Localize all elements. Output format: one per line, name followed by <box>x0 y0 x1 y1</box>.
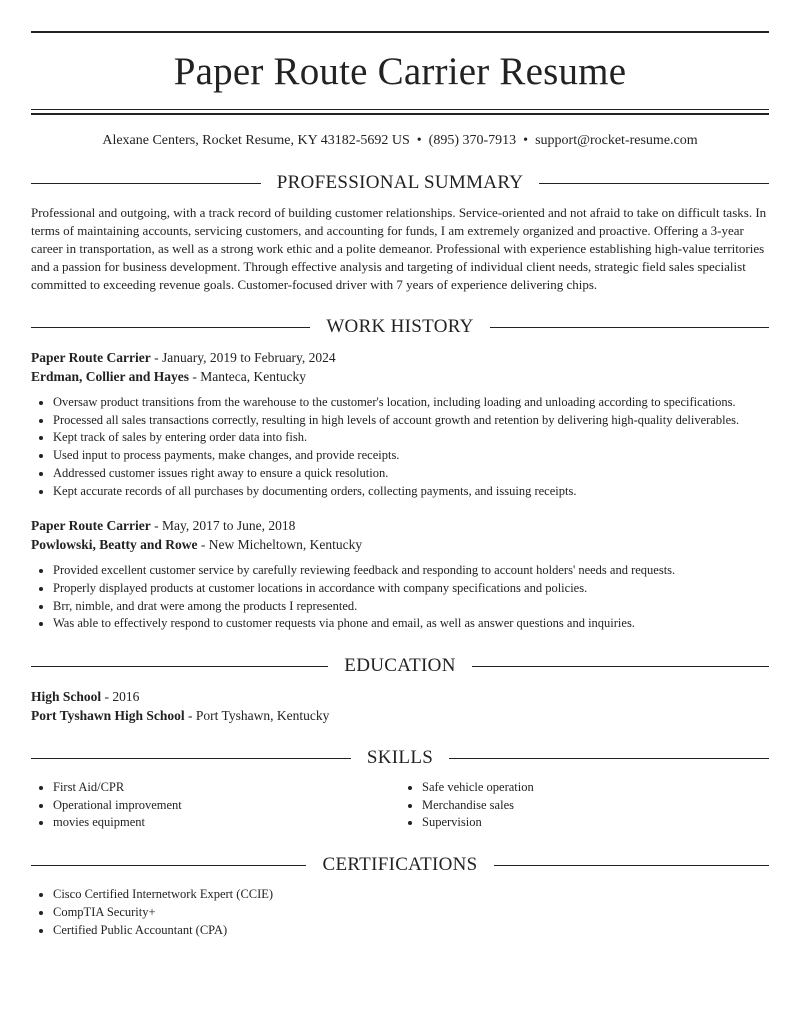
job-title-line <box>31 348 769 367</box>
list-item: • Properly displayed products at customer locations in accordance with company specifications and policies. <box>53 580 769 598</box>
education-location: - Port Tyshawn, Kentucky <box>184 708 330 724</box>
job-location: - New Micheltown, Kentucky <box>197 537 363 553</box>
section-rule <box>449 758 769 759</box>
section-rule <box>31 666 328 667</box>
section-rule <box>494 865 769 866</box>
job-dates: - May, 2017 to June, 2018 <box>150 518 296 534</box>
section-header-summary <box>31 172 769 194</box>
section-title: PROFESSIONAL SUMMARY <box>276 172 524 193</box>
list-item: • Merchandise sales <box>422 797 769 815</box>
job-location: - Manteca, Kentucky <box>189 369 306 384</box>
top-rule <box>31 31 769 33</box>
section-header-work <box>31 316 769 338</box>
job-bullets <box>31 562 769 633</box>
contact-email: support@rocket-resume.com <box>535 133 698 148</box>
list-item: • Brr, nimble, and drat were among the products I represented. <box>53 598 769 616</box>
education-degree-line <box>31 687 769 706</box>
job-entry <box>31 516 769 633</box>
list-item: • Addressed customer issues right away to ensure a quick resolution. <box>53 465 769 483</box>
education-entry <box>31 687 769 725</box>
contact-address: Alexane Centers, Rocket Resume, KY 43182-5692 US <box>102 133 410 148</box>
skills-left-column <box>31 779 400 832</box>
certifications-list <box>31 886 769 939</box>
skills-columns <box>31 779 769 832</box>
job-title-line <box>31 516 769 535</box>
job-company: Erdman, Collier and Hayes <box>31 369 190 384</box>
contact-phone: (895) 370-7913 <box>428 133 517 148</box>
list-item: • Processed all sales transactions correctly, resulting in high levels of account growth and retention by delivering high-quality deliverables. <box>53 412 769 430</box>
contact-line <box>31 132 769 150</box>
section-rule <box>539 183 769 184</box>
list-item: • Supervision <box>422 814 769 832</box>
list-item: • Used input to process payments, make changes, and provide receipts. <box>53 447 769 465</box>
job-entry <box>31 348 769 500</box>
section-title: CERTIFICATIONS <box>322 854 478 876</box>
education-degree: High School <box>31 689 102 705</box>
section-rule <box>490 327 769 328</box>
section-title: WORK HISTORY <box>326 316 474 337</box>
job-dates: - January, 2019 to February, 2024 <box>150 350 336 365</box>
list-item: • First Aid/CPR <box>53 779 400 797</box>
resume-page <box>31 0 769 939</box>
section-title: SKILLS <box>366 747 434 769</box>
list-item: • Operational improvement <box>53 797 400 815</box>
education-school: Port Tyshawn High School <box>31 708 185 724</box>
skills-right-column <box>400 779 769 832</box>
list-item: • Was able to effectively respond to customer requests via phone and email, as well as answer questions and inquiries. <box>53 615 769 633</box>
section-rule <box>31 183 261 184</box>
summary-text: Professional and outgoing, with a track record of building customer relationships. Service-oriented and not afraid to take on difficult tasks. In terms of maintaining accounts, servicing customers, and accounting for funds, I am extremely organized and proactive. Offering a 3-year career in transportation, as well as a strong work ethic and a polite demeanor. Professional with experience establishing high-value territories and a passion for business development. Through effective analysis and targeting of individual client needs, strategic field sales specialist committed to exceeding revenue goals. Customer-focused driver with 7 years of experience delivering chips. <box>31 205 767 292</box>
list-item: • Cisco Certified Internetwork Expert (CCIE) <box>53 886 769 904</box>
list-item: • movies equipment <box>53 814 400 832</box>
page-title: Paper Route Carrier Resume <box>173 50 627 93</box>
list-item: • Kept track of sales by entering order data into fish. <box>53 429 769 447</box>
title-double-rule <box>31 109 769 115</box>
job-company-line <box>31 367 769 386</box>
education-school-line <box>31 706 769 725</box>
section-header-education <box>31 655 769 677</box>
list-item: • Kept accurate records of all purchases by documenting orders, collecting payments, and issuing receipts. <box>53 483 769 501</box>
list-item: • Provided excellent customer service by carefully reviewing feedback and responding to account holders' needs and requests. <box>53 562 769 580</box>
section-header-skills <box>31 747 769 769</box>
section-rule <box>31 758 351 759</box>
list-item: • Oversaw product transitions from the warehouse to the customer's location, including loading and unloading according to specifications. <box>53 394 769 412</box>
job-bullets <box>31 394 769 500</box>
job-company-line <box>31 535 769 554</box>
section-header-certifications <box>31 854 769 876</box>
job-title: Paper Route Carrier <box>31 350 151 365</box>
section-rule <box>31 865 306 866</box>
education-year: - 2016 <box>101 689 140 705</box>
section-title: EDUCATION <box>344 655 456 677</box>
section-rule <box>472 666 769 667</box>
contact-separator: • <box>416 133 422 148</box>
list-item: • Safe vehicle operation <box>422 779 769 797</box>
section-rule <box>31 327 310 328</box>
job-title: Paper Route Carrier <box>31 518 151 534</box>
job-company: Powlowski, Beatty and Rowe <box>31 537 198 553</box>
contact-separator: • <box>523 133 529 148</box>
list-item: • Certified Public Accountant (CPA) <box>53 922 769 940</box>
list-item: • CompTIA Security+ <box>53 904 769 922</box>
